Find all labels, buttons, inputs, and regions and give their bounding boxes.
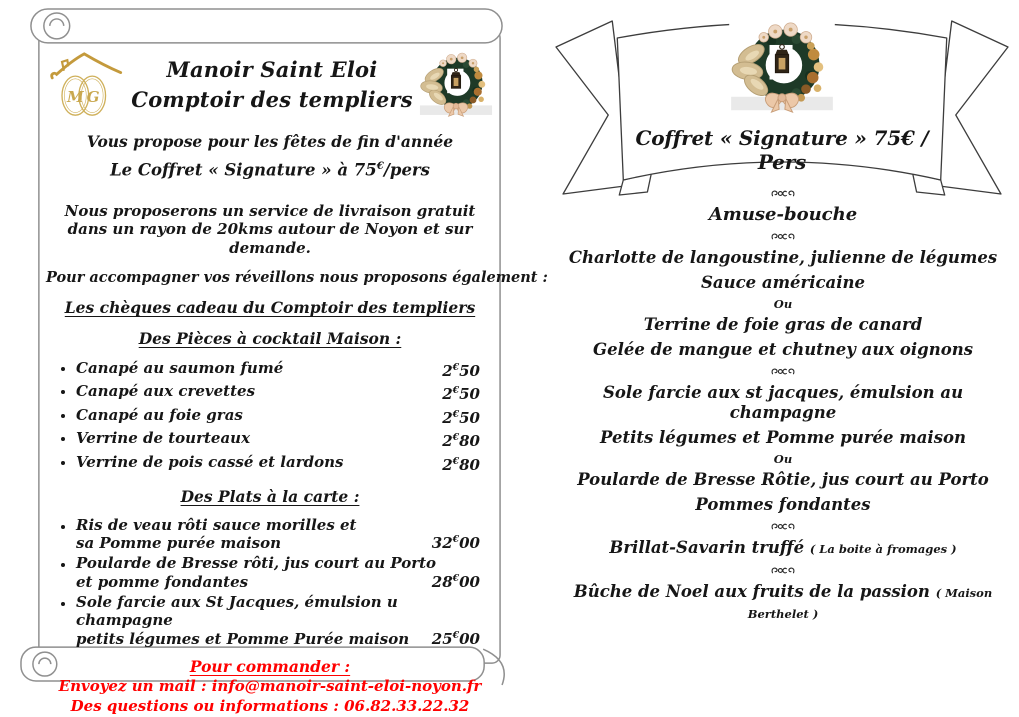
menu-line-or: Ou xyxy=(773,452,793,466)
item-price: 2€80 xyxy=(442,455,480,474)
manoir-logo-icon xyxy=(46,45,126,125)
scroll-ornament-icon xyxy=(770,189,796,198)
scroll-ornament-icon xyxy=(770,232,796,241)
item-price: 2€80 xyxy=(442,432,480,451)
plat-row xyxy=(46,593,494,649)
menu-line-or: Ou xyxy=(773,297,793,311)
item-label: Canapé au foie gras xyxy=(76,405,243,424)
item-label: Canapé au saumon fumé xyxy=(76,358,284,377)
menu-line-amuse-bouche: Amuse-bouche xyxy=(708,204,858,225)
menu-line-brillat: Brillat-Savarin truffé ( La boite à fromages ) xyxy=(609,538,957,557)
christmas-wreath-image xyxy=(418,51,494,119)
scroll-ornament-icon xyxy=(770,566,796,575)
menu-note: ( La boite à fromages ) xyxy=(809,542,957,556)
menu-note: ( Maison Berthelet ) xyxy=(747,586,993,621)
plat-row xyxy=(46,554,494,592)
plat-row xyxy=(46,516,494,554)
item-label: Canapé aux crevettes xyxy=(76,382,256,401)
menu-line-petits-legumes: Petits légumes et Pomme purée maison xyxy=(600,428,966,447)
delivery-note: Nous proposerons un service de livraison gratuit dans un rayon de 20kms autour de Noyon et sur demande. xyxy=(64,201,476,257)
christmas-wreath-image xyxy=(721,20,843,116)
banner-title: Coffret « Signature » 75€ / Pers xyxy=(635,126,929,174)
bullet-dot xyxy=(61,525,65,529)
order-email-line: Envoyez un mail : info@manoir-saint-eloi-noyon.fr xyxy=(58,677,482,696)
menu-line-poularde: Poularde de Bresse Rôtie, jus court au Porto xyxy=(577,470,989,489)
bullet-dot xyxy=(61,437,65,441)
plat-line1: Poularde de Bresse rôti, jus court au Porto xyxy=(76,554,437,572)
right-menu-panel xyxy=(553,8,1013,684)
bullet-dot xyxy=(61,414,65,418)
item-price: 32€00 xyxy=(431,534,480,553)
plat-line1: Sole farcie aux St Jacques, émulsion u champagne xyxy=(76,592,398,630)
scroll-ornament-icon xyxy=(770,367,796,376)
plat-line2: petits légumes et Pomme Purée maison xyxy=(76,630,410,648)
euro-sign: € xyxy=(376,160,384,173)
item-price: 25€00 xyxy=(431,630,480,648)
order-heading: Pour commander : xyxy=(189,656,351,676)
bullet-dot xyxy=(61,563,65,567)
business-name: Manoir Saint Eloi xyxy=(166,56,378,82)
intro-line: Vous propose pour les fêtes de fin d'année xyxy=(86,132,454,151)
ribbon-banner xyxy=(553,8,1011,198)
bullet-dot xyxy=(61,390,65,394)
cocktail-section-heading: Des Pièces à cocktail Maison : xyxy=(138,329,402,349)
menu-line-sauce: Sauce américaine xyxy=(700,273,865,292)
menu-line-sole: Sole farcie aux st jacques, émulsion au champagne xyxy=(602,383,964,422)
menu-line-terrine: Terrine de foie gras de canard xyxy=(643,315,923,334)
menu-line-buche: Bûche de Noel aux fruits de la passion ( Maison Berthelet ) xyxy=(573,582,993,621)
plat-line2: et pomme fondantes xyxy=(76,572,249,591)
cocktail-row xyxy=(46,381,494,405)
flyer-header xyxy=(46,44,494,126)
cocktail-row xyxy=(46,428,494,452)
item-price: 2€50 xyxy=(442,361,480,380)
menu-lines xyxy=(553,182,1013,629)
order-phone-line: Des questions ou informations : 06.82.33.22.32 xyxy=(70,697,470,716)
item-price: 28€00 xyxy=(431,572,480,591)
scroll-ornament-icon xyxy=(770,522,796,531)
bullet-dot xyxy=(61,461,65,465)
cocktail-row xyxy=(46,405,494,429)
cocktail-list xyxy=(46,358,494,476)
cocktail-row xyxy=(46,358,494,382)
bullet-dot xyxy=(61,602,65,606)
item-price: 2€50 xyxy=(442,385,480,404)
offer-line: Le Coffret « Signature » à 75€/pers xyxy=(110,160,430,180)
item-label: Verrine de tourteaux xyxy=(76,429,251,448)
shop-name: Comptoir des templiers xyxy=(131,87,413,112)
menu-line-charlotte: Charlotte de langoustine, julienne de légumes xyxy=(568,248,998,267)
menu-line-pommes-fondantes: Pommes fondantes xyxy=(695,495,871,514)
accompany-line: Pour accompagner vos réveillons nous proposons également : xyxy=(46,268,548,286)
plats-section-heading: Des Plats à la carte : xyxy=(180,487,360,507)
menu-line-gelee: Gelée de mangue et chutney aux oignons xyxy=(592,340,973,359)
item-price: 2€50 xyxy=(442,408,480,427)
gift-cheques-line: Les chèques cadeau du Comptoir des templiers xyxy=(64,297,476,317)
cocktail-row xyxy=(46,452,494,476)
plat-line1: Ris de veau rôti sauce morilles et xyxy=(76,515,357,534)
item-label: Verrine de pois cassé et lardons xyxy=(76,452,344,471)
bullet-dot xyxy=(61,367,65,371)
left-flyer-panel xyxy=(18,4,548,716)
plat-line2: sa Pomme purée maison xyxy=(76,534,282,553)
plats-list xyxy=(46,516,494,649)
